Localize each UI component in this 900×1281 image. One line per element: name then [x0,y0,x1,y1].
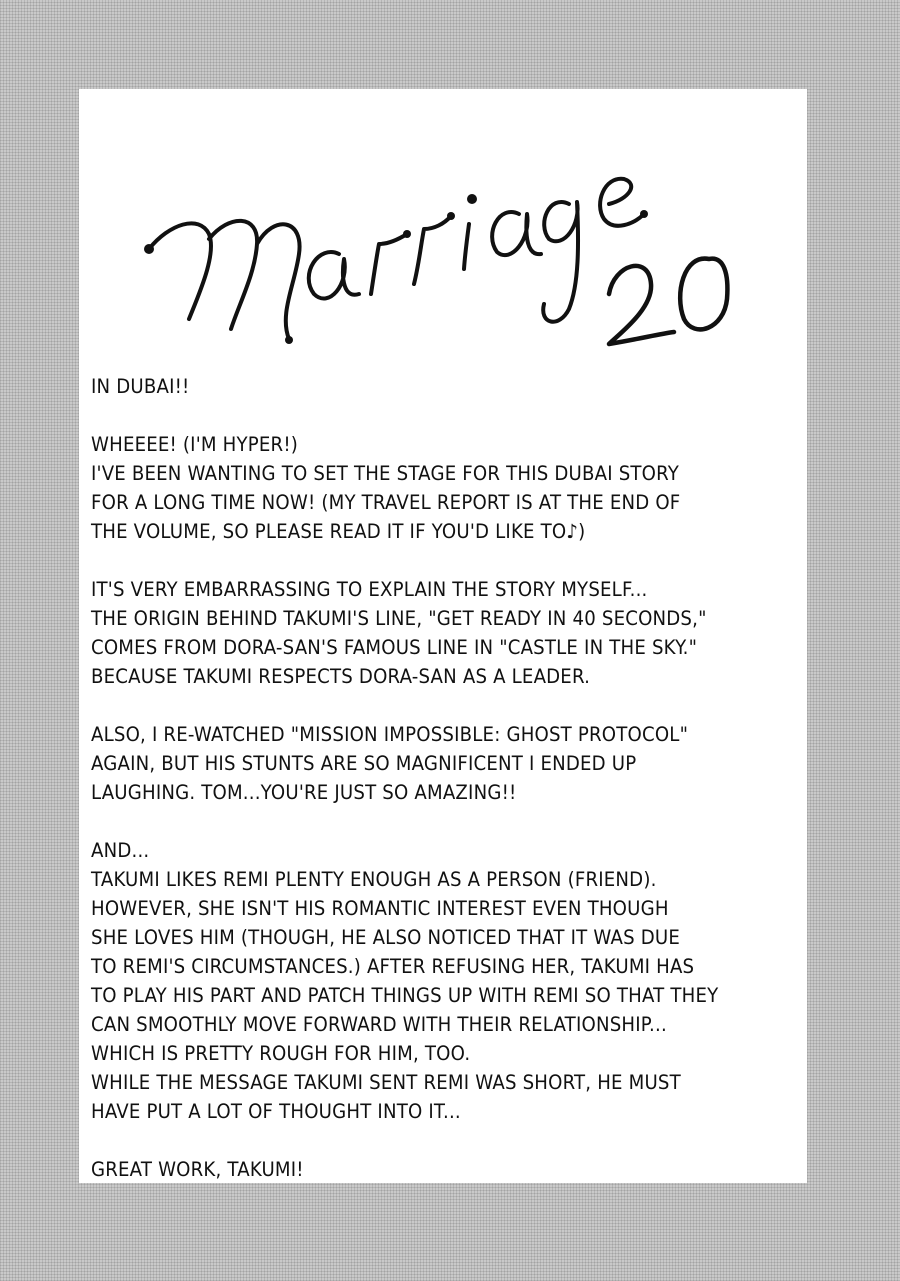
text-line: IT'S VERY EMBARRASSING TO EXPLAIN THE STORY MYSELF... [91,578,648,601]
text-line: TO REMI'S CIRCUMSTANCES.) AFTER REFUSING HER, TAKUMI HAS [91,955,695,978]
text-line: AND... [91,839,150,862]
text-line: ALSO, I RE-WATCHED "MISSION IMPOSSIBLE: GHOST PROTOCOL" [91,723,689,746]
text-line: HOWEVER, SHE ISN'T HIS ROMANTIC INTEREST EVEN THOUGH [91,897,669,920]
text-line: THE VOLUME, SO PLEASE READ IT IF YOU'D LIKE TO♪) [91,520,586,543]
text-line: CAN SMOOTHLY MOVE FORWARD WITH THEIR RELATIONSHIP... [91,1013,667,1036]
text-line: LAUGHING. TOM...YOU'RE JUST SO AMAZING!! [91,781,517,804]
text-line: WHEEEE! (I'M HYPER!) [91,433,299,456]
text-line: FOR A LONG TIME NOW! (MY TRAVEL REPORT IS AT THE END OF [91,491,681,514]
text-line: HAVE PUT A LOT OF THOUGHT INTO IT... [91,1100,461,1123]
paragraph [91,720,751,807]
text-line: WHILE THE MESSAGE TAKUMI SENT REMI WAS SHORT, HE MUST [91,1071,681,1094]
text-line: SHE LOVES HIM (THOUGH, HE ALSO NOTICED THAT IT WAS DUE [91,926,681,949]
text-line: TAKUMI LIKES REMI PLENTY ENOUGH AS A PERSON (FRIEND). [91,868,657,891]
author-note-text [91,372,751,1213]
text-line: AGAIN, BUT HIS STUNTS ARE SO MAGNIFICENT I ENDED UP [91,752,637,775]
text-line: TO PLAY HIS PART AND PATCH THINGS UP WITH REMI SO THAT THEY [91,984,719,1007]
paragraph [91,836,751,1126]
paragraph [91,372,751,401]
text-line: I'VE BEEN WANTING TO SET THE STAGE FOR THIS DUBAI STORY [91,462,680,485]
paragraph [91,575,751,691]
chapter-title-lettering [139,144,739,354]
author-note-panel [79,89,807,1183]
text-line: COMES FROM DORA-SAN'S FAMOUS LINE IN "CASTLE IN THE SKY." [91,636,698,659]
text-line: IN DUBAI!! [91,375,190,398]
text-line: GREAT WORK, TAKUMI! [91,1158,304,1181]
text-line: WHICH IS PRETTY ROUGH FOR HIM, TOO. [91,1042,471,1065]
paragraph [91,430,751,546]
text-line: BECAUSE TAKUMI RESPECTS DORA-SAN AS A LEADER. [91,665,591,688]
paragraph [91,1155,751,1184]
text-line: THE ORIGIN BEHIND TAKUMI'S LINE, "GET READY IN 40 SECONDS," [91,607,707,630]
